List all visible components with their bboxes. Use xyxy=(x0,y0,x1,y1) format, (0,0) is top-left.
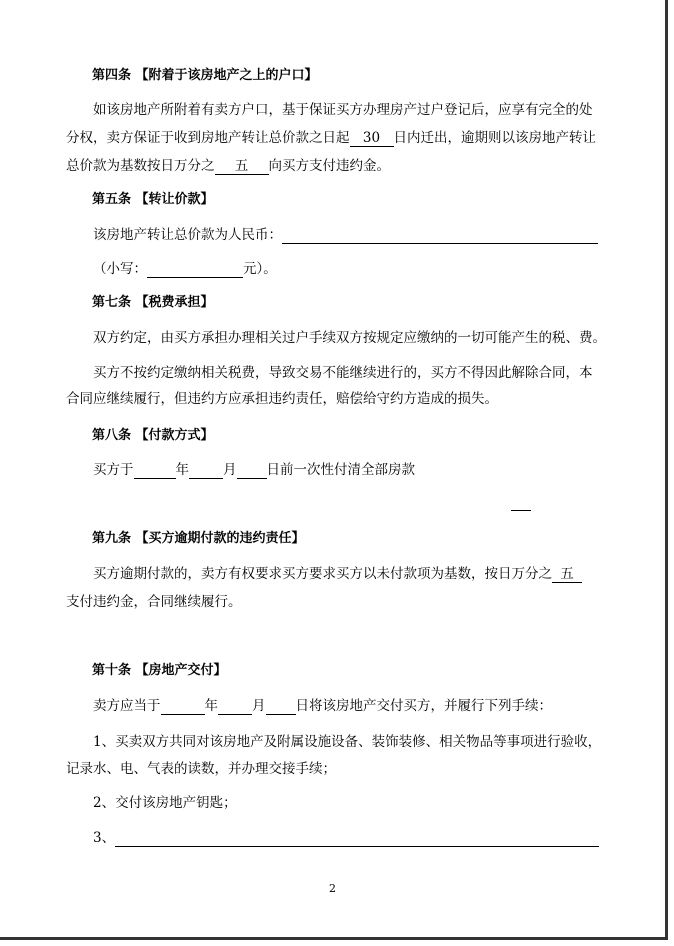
price-rmb-blank xyxy=(282,228,598,244)
article-7-heading: 第七条 【税费承担】 xyxy=(92,295,214,310)
article-10-item-1: 1、买卖双方共同对该房地产及附属设施设备、装饰装修、相关物品等事项进行验收， xyxy=(93,734,602,750)
article-7-line-3: 合同应继续履行，但违约方应承担违约责任，赔偿给守约方造成的损失。 xyxy=(66,391,498,407)
article-4-line-2: 分权，卖方保证于收到房地产转让总价款之日起 30 日内迁出，逾期则以该房地产转让 xyxy=(66,130,596,146)
article-4-line-3: 总价款为基数按日万分之 五 向买方支付违约金。 xyxy=(66,158,390,174)
article-10-heading: 第十条 【房地产交付】 xyxy=(92,663,227,678)
article-8-line-1: 买方于 年 月 日前一次性付清全部房款 xyxy=(93,462,415,478)
delivery-year-blank xyxy=(161,699,205,715)
article-5-heading: 第五条 【转让价款】 xyxy=(92,192,214,207)
article-10-line-1: 卖方应当于 年 月 日将该房地产交付买方，并履行下列手续： xyxy=(93,698,552,714)
price-figures-blank xyxy=(147,262,243,278)
days-blank: 30 xyxy=(350,131,394,147)
pay-year-blank xyxy=(134,463,176,479)
delivery-month-blank xyxy=(218,699,252,715)
delivery-day-blank xyxy=(266,699,296,715)
article-9-heading: 第九条 【买方逾期付款的违约责任】 xyxy=(92,531,305,546)
stray-rule xyxy=(511,510,531,511)
article-4-heading: 第四条 【附着于该房地产之上的户口】 xyxy=(92,68,318,83)
pay-day-blank xyxy=(237,463,267,479)
penalty-rate-blank: 五 xyxy=(215,159,269,175)
article-8-heading: 第八条 【付款方式】 xyxy=(92,428,214,443)
article-9-line-2: 支付违约金，合同继续履行。 xyxy=(66,594,242,610)
late-rate-blank: 五 xyxy=(552,567,582,583)
article-5-line-1: 该房地产转让总价款为人民币： xyxy=(93,226,598,244)
article-7-line-1: 双方约定，由买方承担办理相关过户手续双方按规定应缴纳的一切可能产生的税、费。 xyxy=(93,330,606,346)
article-10-item-1-cont: 记录水、电、气表的读数，并办理交接手续； xyxy=(66,761,336,777)
article-4-line-1: 如该房地产所附着有卖方户口，基于保证买方办理房产过户登记后，应享有完全的处 xyxy=(93,102,593,118)
article-10-item-3: 3、 xyxy=(93,829,599,847)
article-10-item-2: 2、交付该房地产钥匙； xyxy=(93,795,237,811)
article-7-line-2: 买方不按约定缴纳相关税费，导致交易不能继续进行的，买方不得因此解除合同，本 xyxy=(93,365,593,381)
pay-month-blank xyxy=(189,463,223,479)
page-number: 2 xyxy=(329,882,336,895)
article-5-line-2: （小写： 元）。 xyxy=(93,261,277,277)
item-3-blank xyxy=(115,831,599,847)
article-9-line-1: 买方逾期付款的，卖方有权要求买方要求买方以未付款项为基数，按日万分之 五 xyxy=(93,565,582,583)
